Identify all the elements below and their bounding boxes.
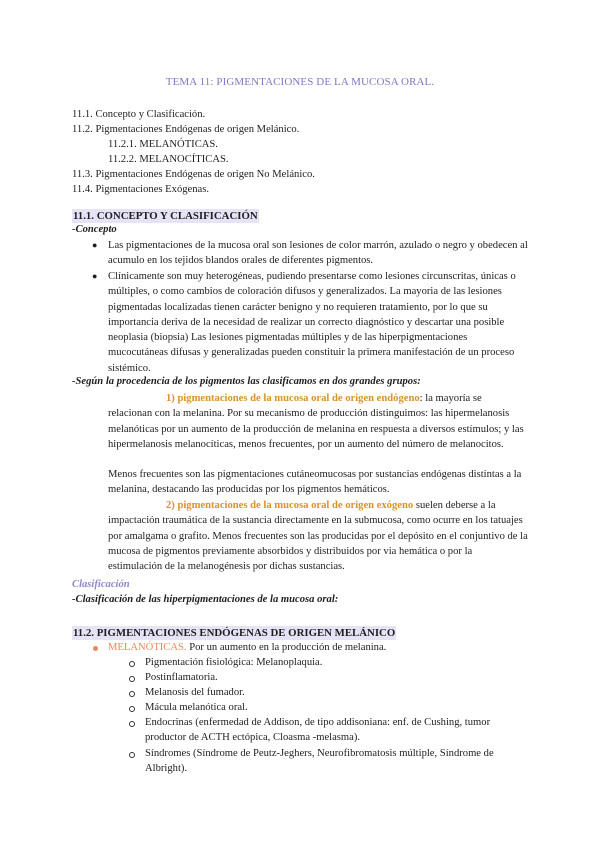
clasificacion-sub: -Clasificación de las hiperpigmentaciones de la mucosa oral:: [72, 594, 339, 605]
procedencia-label: -Según la procedencia de los pigmentos las clasificamos en dos grandes grupos:: [72, 376, 421, 387]
circle-bullet-icon: [129, 752, 135, 758]
circle-bullet-icon: [129, 706, 135, 712]
toc-item: 11.2.1. MELANÓTICAS.: [108, 139, 218, 150]
group2-label: 2) pigmentaciones de la mucosa oral de origen exógeno: [166, 500, 414, 511]
section-heading: 11.1. CONCEPTO Y CLASIFICACIÓN: [73, 210, 258, 222]
bullet-icon: ●: [92, 271, 98, 281]
group1-extra: Menos frecuentes son las pigmentaciones cutáneomucosas por sustancias endógenas distintas a la melanina, destacando las producidas por los pigmentos hemáticos.: [108, 469, 522, 496]
group2-paragraph: [108, 498, 528, 574]
melanoticas-line: [108, 640, 386, 655]
circle-bullet-icon: [129, 661, 135, 667]
circle-bullet-icon: [129, 691, 135, 697]
circle-bullet-icon: [129, 676, 135, 682]
list-item: Endocrinas (enfermedad de Addison, de tipo addisoniana: enf. de Cushing, tumor productor de ACTH ectópica, Cloasma -melasma).: [145, 717, 491, 744]
toc-item: 11.2.2. MELANOCÍTICAS.: [108, 154, 229, 165]
melanoticas-text: Por un aumento en la producción de melanina.: [186, 642, 387, 653]
group1-text: : la mayoría se relacionan con la melanina. Por su mecanismo de producción distinguimos: las hipermelanosis melanóticas por un aumento de la producción de melanina en respuesta a diversos estímulos; y las hipermelanosis melanocíticas, menos frecuentes, por un aumento del número de melanocitos.: [108, 393, 524, 450]
group1-label: 1) pigmentaciones de la mucosa oral de origen endógeno: [166, 393, 420, 404]
list-item: Pigmentación fisiológica: Melanoplaquia.: [145, 657, 323, 668]
bullet-icon: [93, 646, 98, 651]
toc-item: 11.4. Pigmentaciones Exógenas.: [72, 184, 210, 195]
clasificacion-label: Clasificación: [72, 579, 130, 590]
list-item: Mácula melanótica oral.: [145, 702, 248, 713]
bullet-text: Clínicamente son muy heterogéneas, pudiendo presentarse como lesiones circunscritas, únicas o múltiples, o como cambios de coloración difusos y generalizados. La mayoria de las lesiones pigmentadas localizadas tienen carácter benigno y no requieren tratamiento, por lo que su importancia deriva de la necesidad de realizar un correcto diagnóstico y descartar una posible neoplasia (biopsia) Las lesiones pigmentadas múltiples y de las hiperpigmentaciones mucocutáneas difusas y generalizadas pueden constituir la primera manifestación de un proceso sistémico.: [108, 271, 516, 374]
toc-item: 11.3. Pigmentaciones Endógenas de origen No Melánico.: [72, 169, 315, 180]
melanoticas-label: MELANÓTICAS.: [108, 642, 187, 653]
toc-item: 11.2. Pigmentaciones Endógenas de origen Melánico.: [72, 124, 300, 135]
bullet-icon: ●: [92, 240, 98, 250]
group1-paragraph: [108, 391, 528, 452]
list-item: Postinflamatoria.: [145, 672, 218, 683]
toc-item: 11.1. Concepto y Clasificación.: [72, 109, 206, 120]
circle-bullet-icon: [129, 721, 135, 727]
group2-text: suelen deberse a la impactación traumática de la sustancia directamente en la submucosa, como ocurre en los tatuajes por amalgama o grafito. Menos frecuentes son las producidas por el depósito en el conjuntivo de la mucosa de pigmentos previamente absorbidos y distribuidos por via hemática o por la estimulación de la melanogénesis por dichas sustancias.: [108, 500, 528, 573]
list-item: Síndromes (Síndrome de Peutz-Jeghers, Neurofibromatosis múltiple, Síndrome de Albright).: [145, 748, 494, 775]
bullet-text: Las pigmentaciones de la mucosa oral son lesiones de color marrón, azulado o negro y obedecen al acumulo en los tejidos blandos orales de diferentes pigmentos.: [108, 240, 528, 267]
list-item: Melanosis del fumador.: [145, 687, 245, 698]
concepto-label: -Concepto: [72, 224, 117, 235]
page-title: TEMA 11: PIGMENTACIONES DE LA MUCOSA ORAL.: [165, 76, 435, 88]
section-heading: 11.2. PIGMENTACIONES ENDÓGENAS DE ORIGEN MELÁNICO: [73, 627, 396, 639]
